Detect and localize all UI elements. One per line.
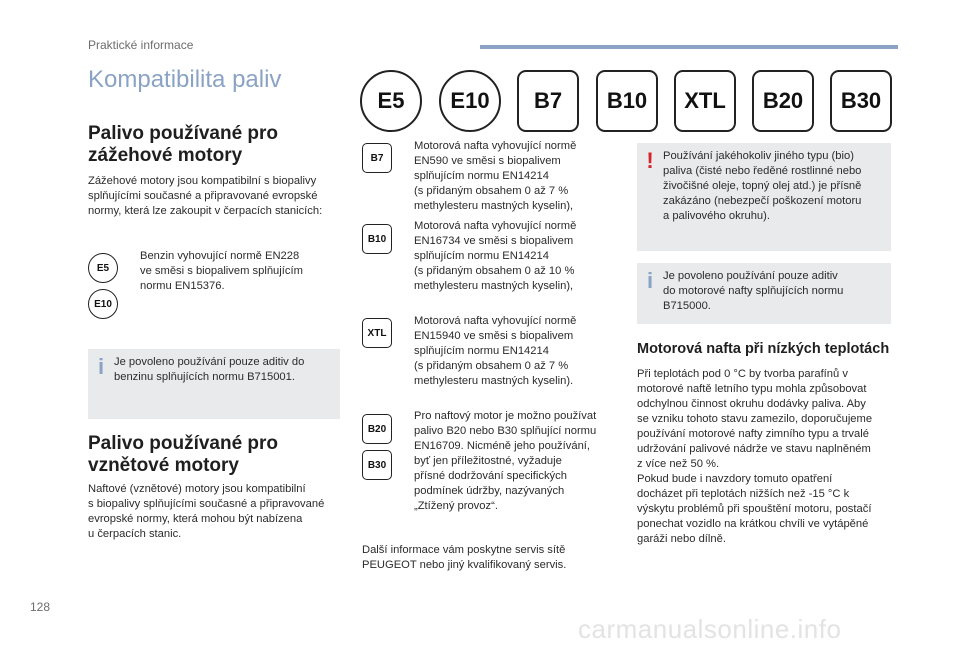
service-note: Další informace vám poskytne servis sítě PEUGEOT nebo jiný kvalifikovaný servis.	[362, 544, 567, 571]
diesel-heading-line2: vznětové motory	[88, 455, 239, 476]
warning-text: Používání jakéhokoliv jiného typu (bio) paliva (čisté nebo ředěné rostlinné nebo živočišné oleje, topný olej atd.) je přísně zakázáno (nebezpečí poškození motoru a palivového okruhu).	[663, 150, 862, 222]
badge-b10: B10	[596, 70, 658, 132]
small-badge-e5: E5	[88, 253, 118, 283]
diesel-additive-note	[637, 263, 891, 324]
small-badge-xtl: XTL	[362, 318, 392, 348]
page-title: Kompatibilita paliv	[88, 66, 282, 93]
fuel-b10-text: Motorová nafta vyhovující normě EN16734 ve směsi s biopalivem splňujícím normu EN14214 (s přidaným obsahem 0 až 10 % methylesteru mastných kyselin),	[414, 220, 577, 292]
warning-box	[637, 143, 891, 251]
badge-xtl: XTL	[674, 70, 736, 132]
small-badge-e10: E10	[88, 289, 118, 319]
fuel-badge-row	[360, 70, 890, 134]
cold-text: Při teplotách pod 0 °C by tvorba parafínů v motorové naftě letního typu mohla způsobovat odchylnou činnost okruhu dodávky paliva. Aby se vzniku tohoto stavu zamezilo, doporučujeme používání motorové nafty zimního typu a trvalé udržování palivové nádrže ve stavu naplněném z více než 50 %. Pokud bude i navzdory tomuto opatření docházet při teplotách nižších než -15 °C k výskytu problémů při spouštění motoru, postačí ponechat vozidlo na krátkou chvíli ve vytápěné garáži nebo dílně.	[637, 368, 873, 545]
fuel-xtl-text: Motorová nafta vyhovující normě EN15940 ve směsi s biopalivem splňujícím normu EN14214 (s přidaným obsahem 0 až 7 % methylesteru mastných kyselin).	[414, 315, 577, 387]
fuel-b20-b30-text: Pro naftový motor je možno používat palivo B20 nebo B30 splňující normu EN16709. Nicméně jeho používání, byť jen příležitostné, vyžaduje přísné dodržování specifických podmínek údržby, nazývaných „Ztížený provoz“.	[414, 410, 597, 512]
warning-icon: !	[646, 148, 654, 173]
petrol-fuel-text: Benzin vyhovující normě EN228 ve směsi s biopalivem splňujícím normu EN15376.	[140, 250, 303, 292]
small-badge-b10: B10	[362, 224, 392, 254]
badge-e10: E10	[439, 70, 501, 132]
badge-e5: E5	[360, 70, 422, 132]
badge-b30: B30	[830, 70, 892, 132]
section-label: Praktické informace	[88, 38, 194, 52]
petrol-intro: Zážehové motory jsou kompatibilní s biopalivy splňujícími současné a připravované evropské normy, která lze zakoupit v čerpacích stanicích:	[88, 175, 323, 217]
watermark: carmanualsonline.info	[578, 614, 842, 644]
diesel-heading	[88, 433, 278, 477]
small-badge-b20: B20	[362, 414, 392, 444]
header-rule	[480, 45, 898, 49]
petrol-heading-line1: Palivo používané pro	[88, 123, 279, 144]
diesel-note-text: Je povoleno používání pouze aditiv do motorové nafty splňujících normu B715000.	[663, 270, 844, 312]
petrol-note-text: Je povoleno používání pouze aditiv do benzinu splňujících normu B715001.	[114, 356, 305, 383]
fuel-b7-text: Motorová nafta vyhovující normě EN590 ve směsi s biopalivem splňujícím normu EN14214 (s přidaným obsahem 0 až 7 % methylesteru mastných kyselin),	[414, 140, 577, 212]
info-icon: i	[97, 354, 105, 379]
badge-b7: B7	[517, 70, 579, 132]
petrol-heading	[88, 123, 278, 167]
petrol-heading-line2: zážehové motory	[88, 145, 243, 166]
small-badge-b30: B30	[362, 450, 392, 480]
badge-b20: B20	[752, 70, 814, 132]
petrol-additive-note	[88, 349, 340, 419]
page-number: 128	[30, 600, 51, 614]
diesel-intro: Naftové (vznětové) motory jsou kompatibilní s biopalivy splňujícími současné a připravované evropské normy, která mohou být nabízena u čerpacích stanic.	[88, 483, 325, 540]
diesel-heading-line1: Palivo používané pro	[88, 433, 279, 454]
info-icon: i	[646, 268, 654, 293]
small-badge-b7: B7	[362, 143, 392, 173]
cold-heading: Motorová nafta při nízkých teplotách	[637, 341, 890, 357]
